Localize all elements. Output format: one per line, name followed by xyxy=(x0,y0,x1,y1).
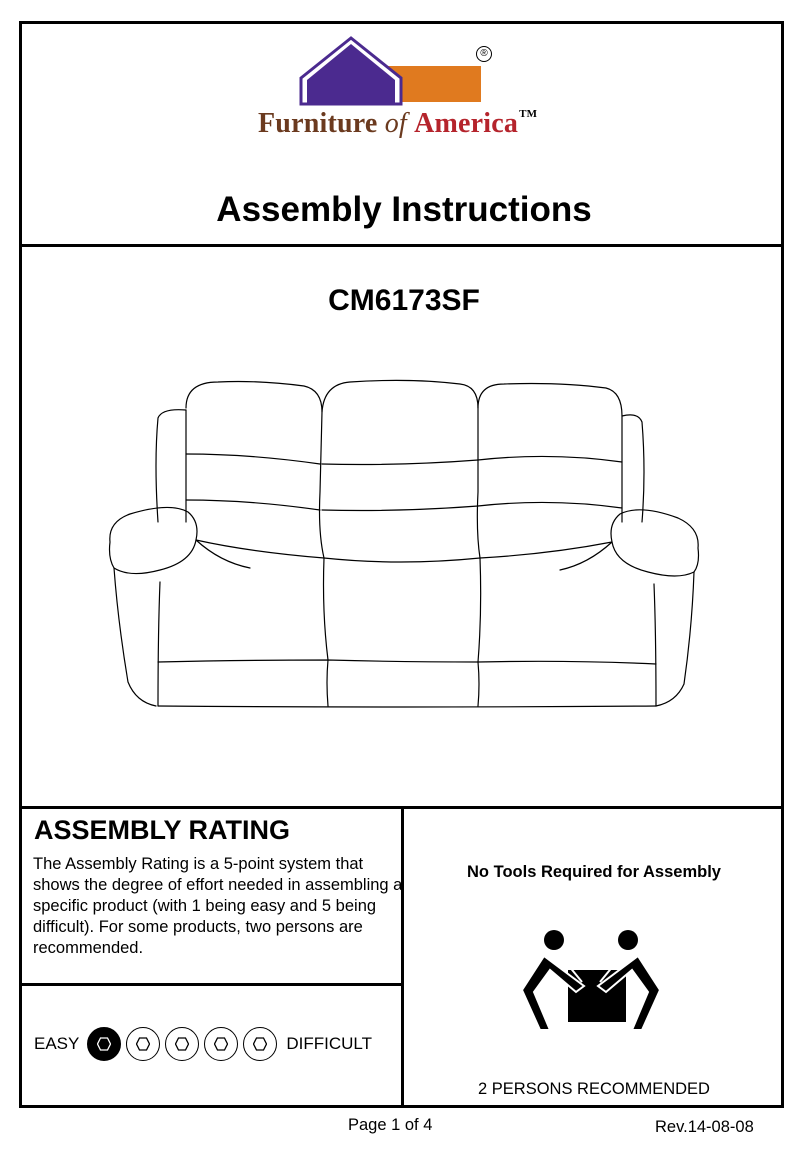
divider-scale xyxy=(19,983,403,986)
revision-label: Rev.14-08-08 xyxy=(655,1118,754,1136)
rating-dot-1 xyxy=(87,1027,121,1061)
rating-dots xyxy=(87,1027,282,1061)
rating-dot-3 xyxy=(165,1027,199,1061)
rating-dot-2 xyxy=(126,1027,160,1061)
rating-title: ASSEMBLY RATING xyxy=(34,815,291,845)
page-number: Page 1 of 4 xyxy=(348,1116,433,1134)
tools-notice: No Tools Required for Assembly xyxy=(467,863,721,881)
rating-scale xyxy=(34,1024,372,1064)
rating-description: The Assembly Rating is a 5-point system that shows the degree of effort needed in assembling a specific product (with 1 being easy and 5 being difficult). For some products, two persons are recommended. xyxy=(33,855,403,957)
page-title: Assembly Instructions xyxy=(216,190,592,229)
brand-name-part2: of xyxy=(384,108,407,139)
logo-house-roof xyxy=(307,44,395,104)
registered-mark: ® xyxy=(476,46,492,62)
easy-label: EASY xyxy=(34,1034,80,1053)
persons-label: 2 PERSONS RECOMMENDED xyxy=(478,1080,710,1098)
two-persons-lifting-icon xyxy=(510,930,690,1050)
brand-name-part3: America xyxy=(414,108,519,139)
rating-dot-5 xyxy=(243,1027,277,1061)
difficult-label: DIFFICULT xyxy=(286,1034,372,1053)
brand-name-part1: Furniture xyxy=(258,108,378,139)
sofa-illustration xyxy=(100,372,710,722)
trademark-mark: TM xyxy=(519,108,538,120)
product-model: CM6173SF xyxy=(328,284,480,317)
brand-name xyxy=(258,108,537,140)
rating-dot-4 xyxy=(204,1027,238,1061)
divider-header xyxy=(19,244,784,247)
